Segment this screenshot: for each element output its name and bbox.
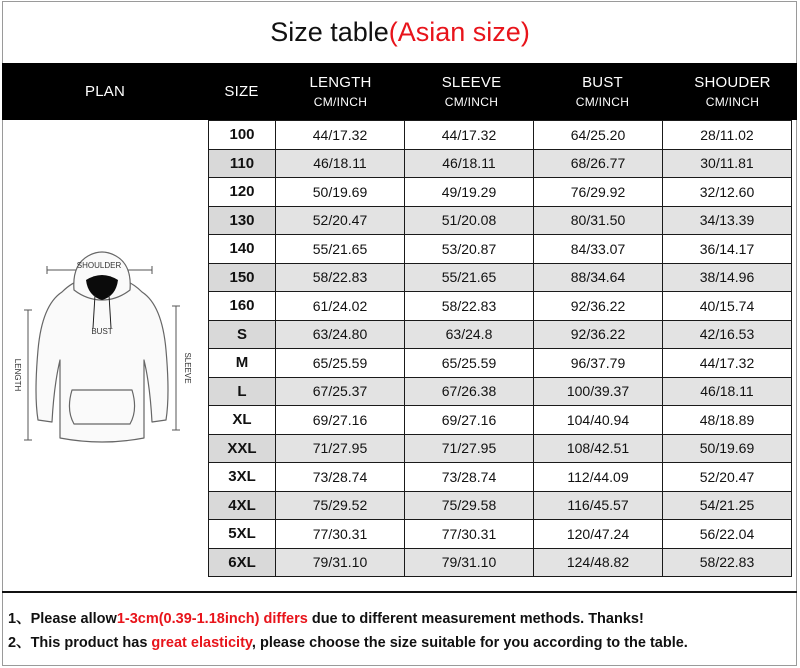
size-cell: 6XL (209, 548, 276, 577)
sleeve-cell: 55/21.65 (405, 263, 534, 292)
bust-cell: 104/40.94 (534, 406, 663, 435)
bust-cell: 96/37.79 (534, 349, 663, 378)
sleeve-cell: 73/28.74 (405, 463, 534, 492)
length-cell: 65/25.59 (276, 349, 405, 378)
shoulder-cell: 40/15.74 (663, 292, 792, 321)
length-cell: 77/30.31 (276, 520, 405, 549)
sleeve-cell: 65/25.59 (405, 349, 534, 378)
bust-cell: 124/48.82 (534, 548, 663, 577)
sleeve-cell: 69/27.16 (405, 406, 534, 435)
note-1-text: 1、Please allow (8, 611, 117, 627)
header-shoulder (668, 63, 797, 120)
table-row (209, 377, 792, 406)
shoulder-cell: 44/17.32 (663, 349, 792, 378)
shoulder-cell: 56/22.04 (663, 520, 792, 549)
length-cell: 52/20.47 (276, 206, 405, 235)
shoulder-cell: 30/11.81 (663, 149, 792, 178)
length-cell: 69/27.16 (276, 406, 405, 435)
sleeve-cell: 75/29.58 (405, 491, 534, 520)
bust-cell: 92/36.22 (534, 320, 663, 349)
bust-cell: 88/34.64 (534, 263, 663, 292)
sleeve-cell: 77/30.31 (405, 520, 534, 549)
header-bust (537, 63, 668, 120)
bust-cell: 112/44.09 (534, 463, 663, 492)
page-title (0, 14, 800, 50)
header-size-label: SIZE (224, 83, 259, 100)
note-2-suffix: , please choose the size suitable for you according to the table. (251, 635, 688, 651)
size-cell: S (209, 320, 276, 349)
size-cell: 3XL (209, 463, 276, 492)
header-sleeve-unit: CM/INCH (444, 95, 499, 109)
note-2 (8, 631, 688, 652)
sleeve-cell: 79/31.10 (405, 548, 534, 577)
header-bust-unit: CM/INCH (575, 95, 630, 109)
header-length-label: LENGTH (309, 74, 372, 91)
table-row (209, 178, 792, 207)
sleeve-cell: 53/20.87 (405, 235, 534, 264)
length-cell: 44/17.32 (276, 121, 405, 150)
shoulder-cell: 58/22.83 (663, 548, 792, 577)
bust-cell: 64/25.20 (534, 121, 663, 150)
sleeve-cell: 63/24.8 (405, 320, 534, 349)
table-row (209, 235, 792, 264)
size-cell: L (209, 377, 276, 406)
shoulder-cell: 48/18.89 (663, 406, 792, 435)
length-cell: 67/25.37 (276, 377, 405, 406)
bust-cell: 120/47.24 (534, 520, 663, 549)
table-row (209, 292, 792, 321)
size-cell: XXL (209, 434, 276, 463)
hoodie-icon (2, 120, 207, 591)
sleeve-label: SLEEVE (183, 352, 192, 384)
header-bust-label: BUST (582, 74, 623, 91)
sleeve-cell: 44/17.32 (405, 121, 534, 150)
shoulder-cell: 36/14.17 (663, 235, 792, 264)
size-cell: M (209, 349, 276, 378)
bust-cell: 116/45.57 (534, 491, 663, 520)
note-1-suffix: due to different measurement methods. Thanks! (307, 611, 644, 627)
table-row (209, 349, 792, 378)
header-sleeve-label: SLEEVE (441, 74, 502, 91)
bust-cell: 92/36.22 (534, 292, 663, 321)
shoulder-cell: 38/14.96 (663, 263, 792, 292)
sleeve-cell: 49/19.29 (405, 178, 534, 207)
table-row (209, 320, 792, 349)
size-cell: 4XL (209, 491, 276, 520)
shoulder-cell: 52/20.47 (663, 463, 792, 492)
bust-label: BUST (91, 327, 113, 336)
table-row (209, 520, 792, 549)
table-row (209, 548, 792, 577)
title-main: Size table (270, 17, 389, 47)
note-1-highlight: 1-3cm(0.39-1.18inch) differs (116, 611, 308, 627)
table-row (209, 434, 792, 463)
shoulder-cell: 50/19.69 (663, 434, 792, 463)
table-row (209, 463, 792, 492)
shoulder-cell: 28/11.02 (663, 121, 792, 150)
table-row (209, 206, 792, 235)
length-cell: 79/31.10 (276, 548, 405, 577)
length-cell: 58/22.83 (276, 263, 405, 292)
table-row (209, 149, 792, 178)
size-cell: 100 (209, 121, 276, 150)
title-accent: (Asian size) (388, 17, 530, 47)
shoulder-cell: 46/18.11 (663, 377, 792, 406)
header-size (208, 63, 275, 120)
header-plan-label: PLAN (85, 83, 125, 100)
length-cell: 63/24.80 (276, 320, 405, 349)
note-2-text: 2、This product has (8, 635, 152, 651)
size-cell: XL (209, 406, 276, 435)
bust-cell: 68/26.77 (534, 149, 663, 178)
table-row (209, 491, 792, 520)
size-cell: 110 (209, 149, 276, 178)
shoulder-cell: 34/13.39 (663, 206, 792, 235)
header-sleeve (406, 63, 537, 120)
size-cell: 120 (209, 178, 276, 207)
length-cell: 61/24.02 (276, 292, 405, 321)
note-1 (8, 607, 644, 628)
shoulder-cell: 42/16.53 (663, 320, 792, 349)
header-length (275, 63, 406, 120)
sleeve-cell: 58/22.83 (405, 292, 534, 321)
length-cell: 71/27.95 (276, 434, 405, 463)
size-cell: 5XL (209, 520, 276, 549)
length-cell: 50/19.69 (276, 178, 405, 207)
bust-cell: 108/42.51 (534, 434, 663, 463)
length-cell: 55/21.65 (276, 235, 405, 264)
bust-cell: 80/31.50 (534, 206, 663, 235)
size-cell: 140 (209, 235, 276, 264)
sleeve-cell: 71/27.95 (405, 434, 534, 463)
header-shoulder-unit: CM/INCH (705, 95, 760, 109)
size-table (208, 120, 792, 577)
table-header (2, 63, 797, 120)
bust-cell: 100/39.37 (534, 377, 663, 406)
note-2-highlight: great elasticity (151, 635, 252, 651)
header-length-unit: CM/INCH (313, 95, 368, 109)
bust-cell: 84/33.07 (534, 235, 663, 264)
sleeve-cell: 51/20.08 (405, 206, 534, 235)
table-row (209, 406, 792, 435)
hoodie-measurement-diagram (2, 120, 207, 591)
size-cell: 160 (209, 292, 276, 321)
shoulder-cell: 32/12.60 (663, 178, 792, 207)
notes-section (2, 591, 797, 666)
size-cell: 130 (209, 206, 276, 235)
table-row (209, 263, 792, 292)
header-plan (2, 63, 208, 120)
table-row (209, 121, 792, 150)
length-cell: 46/18.11 (276, 149, 405, 178)
sleeve-cell: 46/18.11 (405, 149, 534, 178)
length-cell: 73/28.74 (276, 463, 405, 492)
header-shoulder-label: SHOUDER (694, 74, 771, 91)
length-label: LENGTH (13, 358, 22, 392)
shoulder-label: SHOULDER (76, 261, 122, 270)
bust-cell: 76/29.92 (534, 178, 663, 207)
sleeve-cell: 67/26.38 (405, 377, 534, 406)
shoulder-cell: 54/21.25 (663, 491, 792, 520)
size-table-body (209, 121, 792, 577)
length-cell: 75/29.52 (276, 491, 405, 520)
size-cell: 150 (209, 263, 276, 292)
